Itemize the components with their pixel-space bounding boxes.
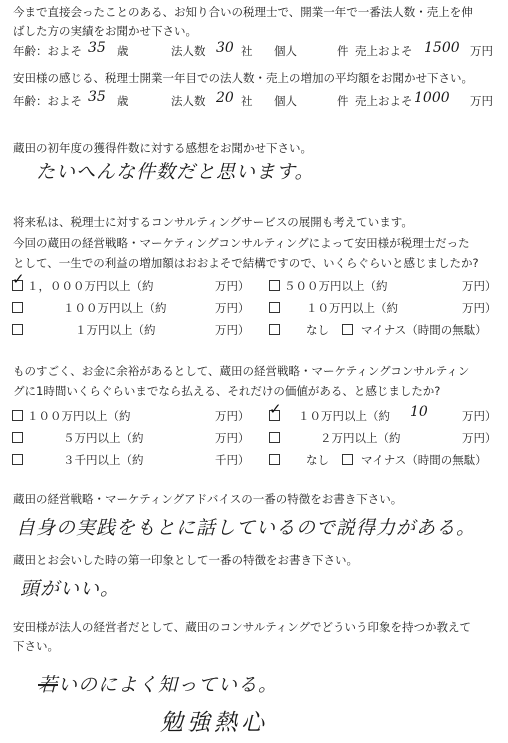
- q2-corp-label: 法人数: [171, 94, 206, 108]
- q4-line1: 今回の蔵田の経営戦略・マーケティングコンサルティングによって安田様が税理士だった: [13, 236, 470, 250]
- checkbox[interactable]: [269, 432, 280, 443]
- q2-indiv-label: 個人: [274, 94, 297, 108]
- q5-option-3sen-unit: 千円）: [215, 453, 250, 467]
- q6-question: 蔵田の経営戦略・マーケティングアドバイスの一番の特徴をお書き下さい。: [13, 492, 403, 506]
- q8-line2: 下さい。: [13, 639, 59, 653]
- checkbox[interactable]: [269, 302, 280, 313]
- q2-sales-unit: 万円: [470, 94, 493, 108]
- q5-option-2man[interactable]: ２万円以上（約: [269, 431, 401, 445]
- q1-age-unit: 歳: [117, 44, 129, 58]
- checkbox[interactable]: [12, 432, 23, 443]
- q2-corp-value: 20: [216, 90, 234, 106]
- q4-option-100man[interactable]: １００万円以上（約: [12, 301, 167, 315]
- checkbox-checked[interactable]: [12, 280, 23, 291]
- q4-option-minus[interactable]: マイナス（時間の無駄）: [342, 323, 487, 337]
- q7-answer: 頭がいい。: [20, 578, 121, 600]
- q5-option-10man-value: 10: [410, 404, 428, 420]
- q4-option-100man-unit: 万円）: [215, 301, 250, 315]
- checkbox[interactable]: [269, 324, 280, 335]
- q5-line2: グに1時間いくらぐらいまでなら払える、それだけの価値がある、と感じましたか?: [13, 384, 441, 398]
- q2-sales-value: 1000: [414, 90, 450, 106]
- q7-question: 蔵田とお会いした時の第一印象として一番の特徴をお書き下さい。: [13, 553, 358, 567]
- checkbox[interactable]: [342, 324, 353, 335]
- q1-age-value: 35: [88, 40, 106, 56]
- q4-intro: 将来私は、税理士に対するコンサルティングサービスの展開も考えています。: [13, 215, 413, 229]
- q1-line2: ばした方の実績をお聞かせ下さい。: [13, 24, 197, 38]
- q4-option-none[interactable]: なし: [269, 323, 329, 337]
- checkbox[interactable]: [269, 454, 280, 465]
- q3-answer: たいへんな件数だと思います。: [36, 161, 315, 183]
- q4-option-1man-unit: 万円）: [215, 323, 250, 337]
- q4-option-1man[interactable]: １万円以上（約: [12, 323, 156, 337]
- q1-corp-label: 法人数: [171, 44, 206, 58]
- checkbox[interactable]: [12, 324, 23, 335]
- q6-answer: 自身の実践をもとに話しているので説得力がある。: [16, 517, 477, 539]
- q4-option-500man-unit: 万円）: [462, 279, 497, 293]
- checkbox-checked[interactable]: [269, 410, 280, 421]
- q5-option-2man-unit: 万円）: [462, 431, 497, 445]
- q1-corp-value: 30: [216, 40, 234, 56]
- q5-line1: ものすごく、お金に余裕があるとして、蔵田の経営戦略・マーケティングコンサルティン: [13, 364, 470, 378]
- q5-option-3sen[interactable]: ３千円以上（約: [12, 453, 144, 467]
- q2-age-label: 年齢：およそ: [13, 94, 82, 108]
- q8-answer-1: 若いのによく知っている。: [38, 674, 279, 696]
- q1-sales-label: 売上およそ: [355, 44, 413, 58]
- q4-option-1000man[interactable]: ✓１，０００万円以上（約: [12, 279, 154, 293]
- q4-option-500man[interactable]: ５００万円以上（約: [269, 279, 388, 293]
- q1-sales-value: 1500: [424, 40, 460, 56]
- checkbox[interactable]: [12, 454, 23, 465]
- checkbox[interactable]: [12, 302, 23, 313]
- q1-age-label: 年齢：およそ: [13, 44, 82, 58]
- q2-line1: 安田様の感じる、税理士開業一年目での法人数・売上の増加の平均額をお聞かせ下さい。: [13, 71, 473, 85]
- checkbox[interactable]: [269, 280, 280, 291]
- q4-option-10man-unit: 万円）: [462, 301, 497, 315]
- q2-indiv-unit: 件: [337, 94, 349, 108]
- q8-answer-2: 勉強熱心: [160, 710, 268, 736]
- q2-age-unit: 歳: [117, 94, 129, 108]
- q4-option-10man[interactable]: １０万円以上（約: [269, 301, 398, 315]
- q5-option-100man[interactable]: １００万円以上（約: [12, 409, 131, 423]
- q2-age-value: 35: [88, 89, 106, 105]
- q5-option-10man[interactable]: ✓ １０万円以上（約: [269, 409, 390, 423]
- checkbox[interactable]: [342, 454, 353, 465]
- q5-option-minus[interactable]: マイナス（時間の無駄）: [342, 453, 487, 467]
- q1-sales-unit: 万円: [470, 44, 493, 58]
- q2-corp-unit: 社: [241, 94, 253, 108]
- q2-sales-label: 売上およそ: [355, 94, 413, 108]
- q8-line1: 安田様が法人の経営者だとして、蔵田のコンサルティングでどういう印象を持つか教えて: [13, 620, 472, 634]
- q1-indiv-label: 個人: [274, 44, 297, 58]
- q1-indiv-unit: 件: [337, 44, 349, 58]
- q1-line1: 今まで直接会ったことのある、お知り合いの税理士で、開業一年で一番法人数・売上を伸: [13, 5, 473, 19]
- q3-question: 蔵田の初年度の獲得件数に対する感想をお聞かせ下さい。: [13, 141, 312, 155]
- q4-line2: として、一生での利益の増加額はおおよそで結構ですので、いくらぐらいと感じましたか?: [13, 256, 479, 270]
- checkbox[interactable]: [12, 410, 23, 421]
- q1-corp-unit: 社: [241, 44, 253, 58]
- q4-option-1000man-unit: 万円）: [215, 279, 250, 293]
- q5-option-10man-unit: 万円）: [462, 409, 497, 423]
- q5-option-5man[interactable]: ５万円以上（約: [12, 431, 144, 445]
- q5-option-none[interactable]: なし: [269, 453, 329, 467]
- q5-option-100man-unit: 万円）: [215, 409, 250, 423]
- q5-option-5man-unit: 万円）: [215, 431, 250, 445]
